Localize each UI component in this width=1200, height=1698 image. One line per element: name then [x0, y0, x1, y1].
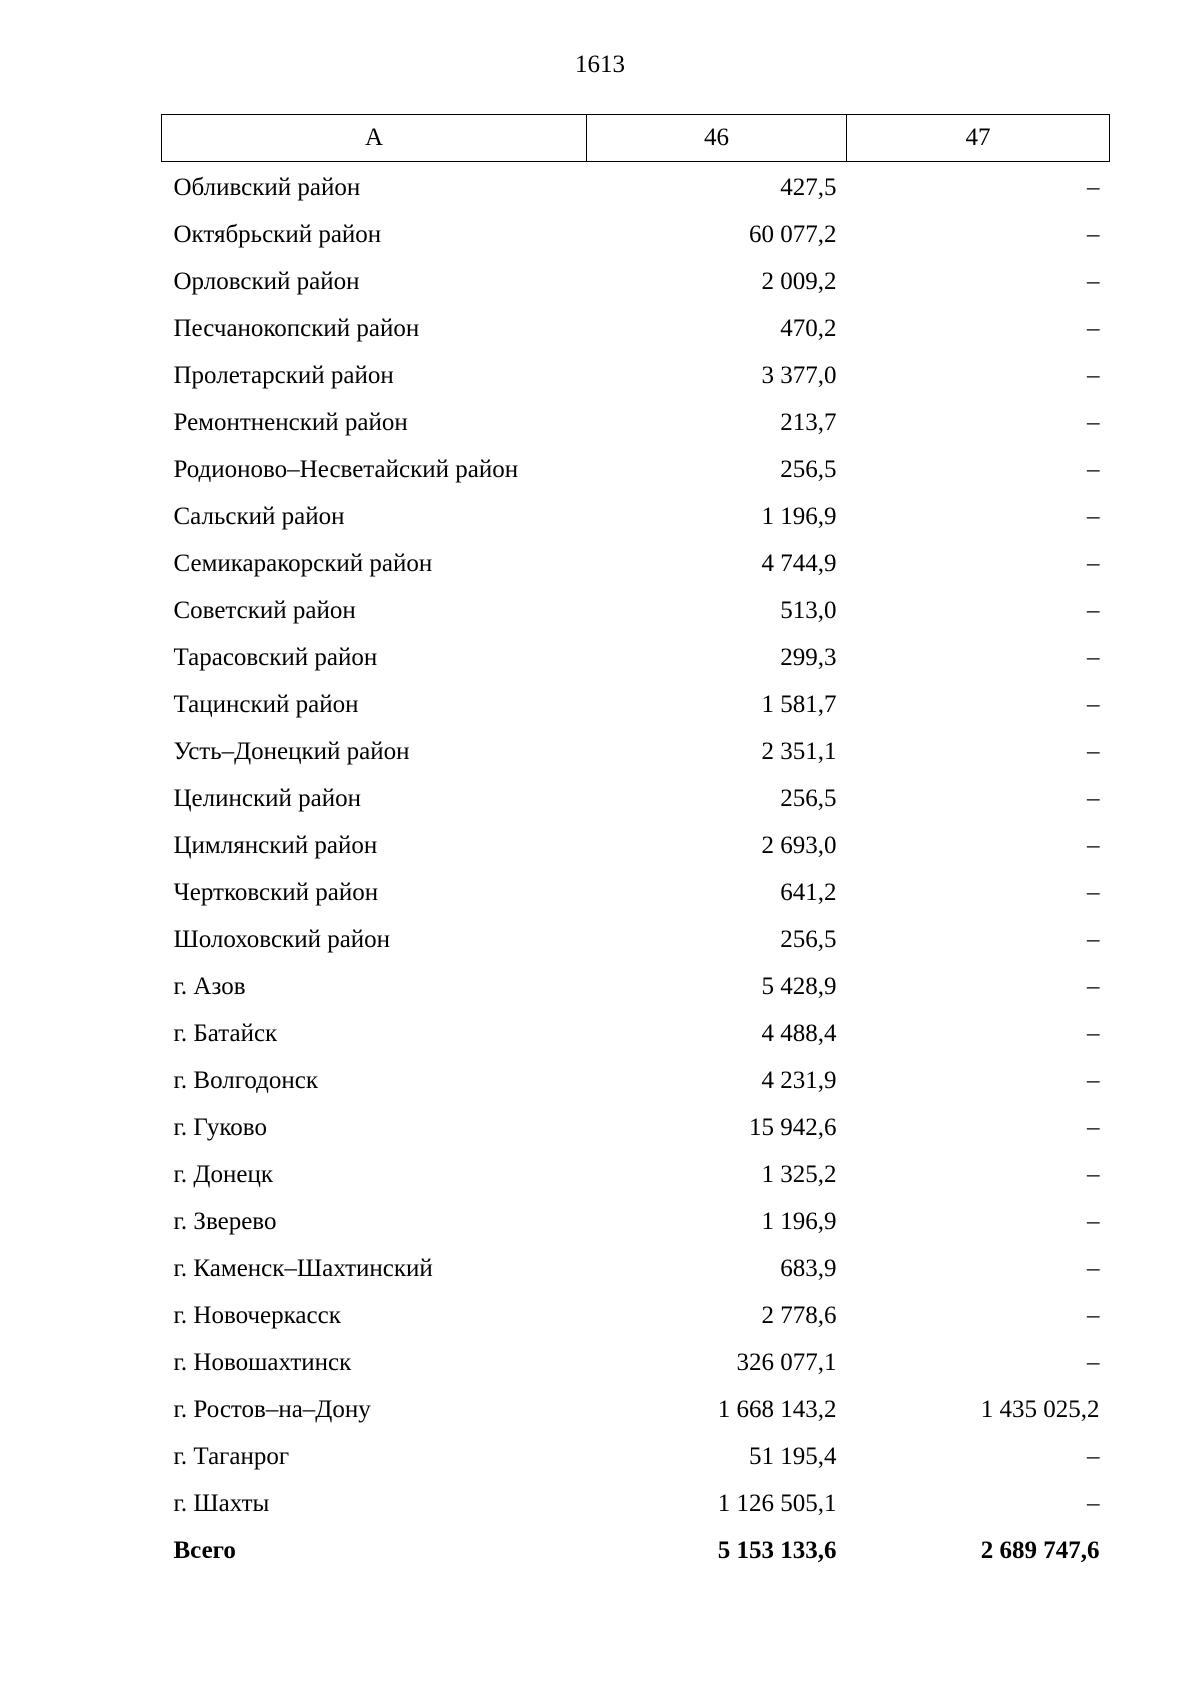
- table-row: [162, 916, 1110, 963]
- table-row: [162, 1386, 1110, 1433]
- row-value-46: 51 195,4: [749, 1442, 837, 1470]
- row-value-46: 683,9: [780, 1254, 837, 1282]
- row-value-47: –: [1087, 925, 1100, 953]
- row-value-46: 2 351,1: [761, 737, 837, 765]
- row-name: г. Новошахтинск: [173, 1348, 352, 1376]
- row-value-46: 213,7: [780, 408, 837, 436]
- row-value-46: 256,5: [780, 455, 837, 483]
- table-header: [162, 115, 1110, 162]
- table-row: [162, 728, 1110, 775]
- row-value-47: –: [1087, 549, 1100, 577]
- row-value-46: 1 581,7: [761, 690, 837, 718]
- table-row: [162, 1433, 1110, 1480]
- table-row: [162, 1245, 1110, 1292]
- table-row: [162, 446, 1110, 493]
- row-name: Обливский район: [173, 173, 361, 201]
- table-row: [162, 305, 1110, 352]
- row-value-46: 2 778,6: [761, 1301, 837, 1329]
- table-row: [162, 1480, 1110, 1527]
- row-value-46: 1 668 143,2: [717, 1395, 837, 1423]
- row-value-46: 2 693,0: [761, 831, 837, 859]
- row-name: Ремонтненский район: [173, 408, 408, 436]
- table-row: [162, 258, 1110, 305]
- row-value-47: –: [1087, 220, 1100, 248]
- total-value-47: 2 689 747,6: [980, 1536, 1100, 1564]
- row-value-46: 299,3: [780, 643, 837, 671]
- row-name: Родионово–Несветайский район: [173, 455, 519, 483]
- row-value-47: –: [1087, 1348, 1100, 1376]
- table-row: [162, 1151, 1110, 1198]
- row-name: г. Каменск–Шахтинский: [173, 1254, 433, 1282]
- row-value-47: –: [1087, 408, 1100, 436]
- row-name: Семикаракорский район: [173, 549, 433, 577]
- row-value-47: –: [1087, 455, 1100, 483]
- table-row: [162, 493, 1110, 540]
- table-row: [162, 540, 1110, 587]
- row-value-47: –: [1087, 173, 1100, 201]
- table-row: [162, 587, 1110, 634]
- row-value-46: 1 196,9: [761, 1207, 837, 1235]
- table-row: [162, 869, 1110, 916]
- row-value-47: –: [1087, 690, 1100, 718]
- row-value-47: –: [1087, 1066, 1100, 1094]
- row-value-46: 4 231,9: [761, 1066, 837, 1094]
- table-row: [162, 1198, 1110, 1245]
- row-name: Сальский район: [173, 502, 345, 530]
- row-value-46: 2 009,2: [761, 267, 837, 295]
- row-name: г. Ростов–на–Дону: [173, 1395, 371, 1423]
- row-value-47: –: [1087, 596, 1100, 624]
- row-value-47: –: [1087, 361, 1100, 389]
- row-value-46: 1 126 505,1: [717, 1489, 837, 1517]
- row-value-46: 5 428,9: [761, 972, 837, 1000]
- table-body: [162, 162, 1110, 1575]
- row-name: г. Таганрог: [173, 1442, 290, 1470]
- table-row: [162, 1104, 1110, 1151]
- row-value-47: –: [1087, 831, 1100, 859]
- row-value-47: –: [1087, 314, 1100, 342]
- row-name: г. Зверево: [173, 1207, 277, 1235]
- row-name: Цимлянский район: [173, 831, 378, 859]
- row-name: Тарасовский район: [173, 643, 378, 671]
- table-row: [162, 399, 1110, 446]
- row-value-47: –: [1087, 784, 1100, 812]
- row-name: Тацинский район: [173, 690, 359, 718]
- data-table: [161, 114, 1110, 1574]
- row-value-46: 60 077,2: [749, 220, 837, 248]
- row-value-47: –: [1087, 1160, 1100, 1188]
- row-value-46: 326 077,1: [736, 1348, 837, 1376]
- row-value-47: –: [1087, 502, 1100, 530]
- row-value-47: –: [1087, 643, 1100, 671]
- row-value-47: –: [1087, 1489, 1100, 1517]
- row-name: Песчанокопский район: [173, 314, 420, 342]
- row-name: г. Донецк: [173, 1160, 273, 1188]
- row-value-47: –: [1087, 1207, 1100, 1235]
- row-name: г. Азов: [173, 972, 246, 1000]
- row-value-47: –: [1087, 1442, 1100, 1470]
- table-row: [162, 681, 1110, 728]
- row-name: Целинский район: [173, 784, 361, 812]
- row-value-47: 1 435 025,2: [980, 1395, 1100, 1423]
- header-col-47: 47: [847, 115, 1110, 162]
- row-value-47: –: [1087, 267, 1100, 295]
- row-value-46: 427,5: [780, 173, 837, 201]
- row-name: Советский район: [173, 596, 356, 624]
- row-name: г. Новочеркасск: [173, 1301, 341, 1329]
- total-value-46: 5 153 133,6: [717, 1536, 837, 1564]
- row-name: г. Волгодонск: [173, 1066, 319, 1094]
- row-value-46: 4 744,9: [761, 549, 837, 577]
- table-row: [162, 634, 1110, 681]
- row-value-46: 256,5: [780, 925, 837, 953]
- row-value-46: 641,2: [780, 878, 837, 906]
- row-name: Шолоховский район: [173, 925, 391, 953]
- row-value-46: 1 196,9: [761, 502, 837, 530]
- row-name: Октябрьский район: [173, 220, 382, 248]
- table-row: [162, 1339, 1110, 1386]
- table-row: [162, 1292, 1110, 1339]
- row-name: Усть–Донецкий район: [173, 737, 410, 765]
- table-row: [162, 162, 1110, 212]
- row-name: г. Гуково: [173, 1113, 267, 1141]
- table-row: [162, 775, 1110, 822]
- row-value-46: 513,0: [780, 596, 837, 624]
- row-value-47: –: [1087, 1019, 1100, 1047]
- table-row: [162, 1010, 1110, 1057]
- header-row: [162, 115, 1110, 162]
- row-value-46: 4 488,4: [761, 1019, 837, 1047]
- row-value-46: 256,5: [780, 784, 837, 812]
- row-value-47: –: [1087, 878, 1100, 906]
- row-name: Чертковский район: [173, 878, 379, 906]
- header-col-46: 46: [587, 115, 847, 162]
- table-row: [162, 352, 1110, 399]
- row-value-46: 1 325,2: [761, 1160, 837, 1188]
- row-name: Пролетарский район: [173, 361, 394, 389]
- row-value-47: –: [1087, 1254, 1100, 1282]
- total-label: Всего: [173, 1536, 236, 1564]
- row-value-47: –: [1087, 737, 1100, 765]
- table-row: [162, 1057, 1110, 1104]
- row-value-47: –: [1087, 1301, 1100, 1329]
- table-row: [162, 211, 1110, 258]
- table-row: [162, 822, 1110, 869]
- header-col-a: А: [162, 115, 587, 162]
- row-value-46: 15 942,6: [749, 1113, 837, 1141]
- total-row: [162, 1527, 1110, 1574]
- row-value-46: 470,2: [780, 314, 837, 342]
- table-row: [162, 963, 1110, 1010]
- row-name: г. Батайск: [173, 1019, 278, 1047]
- row-value-46: 3 377,0: [761, 361, 837, 389]
- row-name: Орловский район: [173, 267, 360, 295]
- row-name: г. Шахты: [173, 1489, 270, 1517]
- row-value-47: –: [1087, 1113, 1100, 1141]
- row-value-47: –: [1087, 972, 1100, 1000]
- page-number: 1613: [575, 51, 625, 78]
